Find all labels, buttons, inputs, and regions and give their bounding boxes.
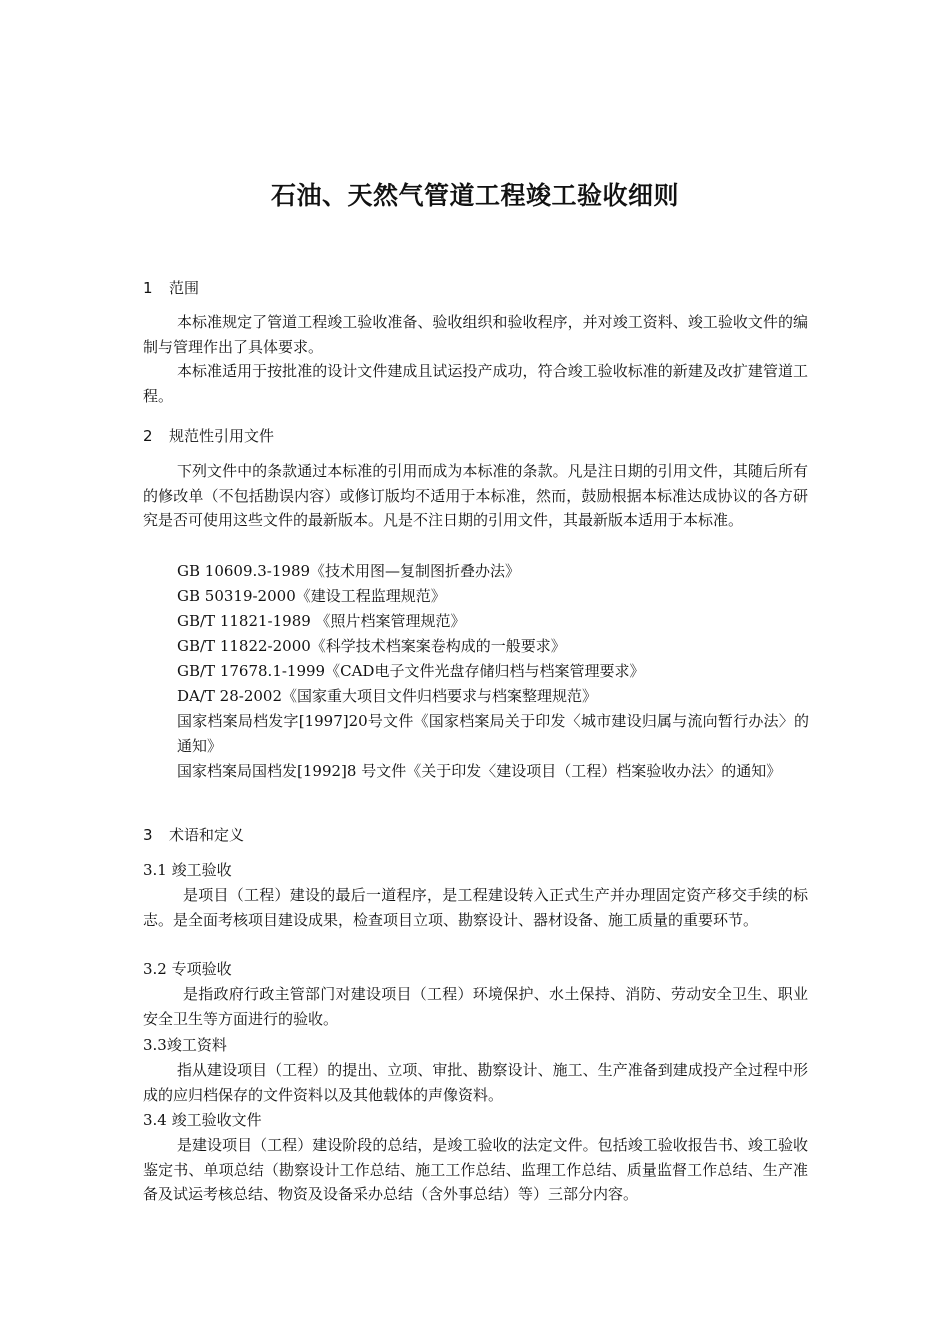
reference-item: GB/T 17678.1-1999《CAD电子文件光盘存储归档与档案管理要求》 bbox=[177, 662, 645, 680]
section-title: 规范性引用文件 bbox=[169, 427, 275, 445]
reference-item: GB 10609.3-1989《技术用图—复制图折叠办法》 bbox=[177, 562, 521, 580]
term-label-completion-acceptance: 3.1 竣工验收 bbox=[143, 861, 232, 879]
reference-item: GB/T 11821-1989 《照片档案管理规范》 bbox=[177, 612, 466, 630]
section-title: 术语和定义 bbox=[169, 826, 245, 844]
reference-item: DA/T 28-2002《国家重大项目文件归档要求与档案整理规范》 bbox=[177, 687, 598, 705]
section-number: 1 bbox=[143, 279, 153, 297]
section-title: 范围 bbox=[169, 279, 200, 297]
term-definition-completion-materials: 指从建设项目（工程）的提出、立项、审批、勘察设计、施工、生产准备到建成投产全过程中形成的应归档保存的文件资料以及其他载体的声像资料。 bbox=[143, 1061, 808, 1104]
reference-item: GB 50319-2000《建设工程监理规范》 bbox=[177, 587, 446, 605]
section-heading-scope bbox=[143, 277, 199, 298]
term-label-completion-materials: 3.3竣工资料 bbox=[143, 1036, 227, 1054]
term-label-acceptance-documents: 3.4 竣工验收文件 bbox=[143, 1111, 262, 1129]
section-number: 2 bbox=[143, 427, 153, 445]
scope-paragraph-1: 本标准规定了管道工程竣工验收准备、验收组织和验收程序，并对竣工资料、竣工验收文件的编制与管理作出了具体要求。 bbox=[143, 313, 808, 356]
scope-paragraph-2: 本标准适用于按批准的设计文件建成且试运投产成功，符合竣工验收标准的新建及改扩建管道工程。 bbox=[143, 362, 808, 405]
section-number: 3 bbox=[143, 826, 153, 844]
reference-item: 国家档案局档发字[1997]20号文件《国家档案局关于印发〈城市建设归属与流向暂行办法〉的通知》 bbox=[177, 712, 809, 755]
term-definition-acceptance-documents: 是建设项目（工程）建设阶段的总结，是竣工验收的法定文件。包括竣工验收报告书、竣工验收鉴定书、单项总结（勘察设计工作总结、施工工作总结、监理工作总结、质量监督工作总结、生产准备及试运考核总结、物资及设备采办总结（含外事总结）等）三部分内容。 bbox=[143, 1136, 808, 1203]
reference-item: 国家档案局国档发[1992]8 号文件《关于印发〈建设项目（工程）档案验收办法〉的通知》 bbox=[177, 762, 782, 780]
term-definition-completion-acceptance: 是项目（工程）建设的最后一道程序，是工程建设转入正式生产并办理固定资产移交手续的标志。是全面考核项目建设成果，检查项目立项、勘察设计、器材设备、施工质量的重要环节。 bbox=[143, 886, 808, 929]
references-intro-paragraph: 下列文件中的条款通过本标准的引用而成为本标准的条款。凡是注日期的引用文件，其随后所有的修改单（不包括勘误内容）或修订版均不适用于本标准，然而，鼓励根据本标准达成协议的各方研究是否可使用这些文件的最新版本。凡是不注日期的引用文件，其最新版本适用于本标准。 bbox=[143, 462, 808, 529]
section-heading-terms-definitions bbox=[143, 824, 244, 845]
term-definition-special-acceptance: 是指政府行政主管部门对建设项目（工程）环境保护、水土保持、消防、劳动安全卫生、职业安全卫生等方面进行的验收。 bbox=[143, 985, 808, 1028]
reference-item: GB/T 11822-2000《科学技术档案案卷构成的一般要求》 bbox=[177, 637, 566, 655]
section-heading-normative-references bbox=[143, 425, 274, 446]
document-title: 石油、天然气管道工程竣工验收细则 bbox=[270, 181, 679, 210]
term-label-special-acceptance: 3.2 专项验收 bbox=[143, 960, 232, 978]
